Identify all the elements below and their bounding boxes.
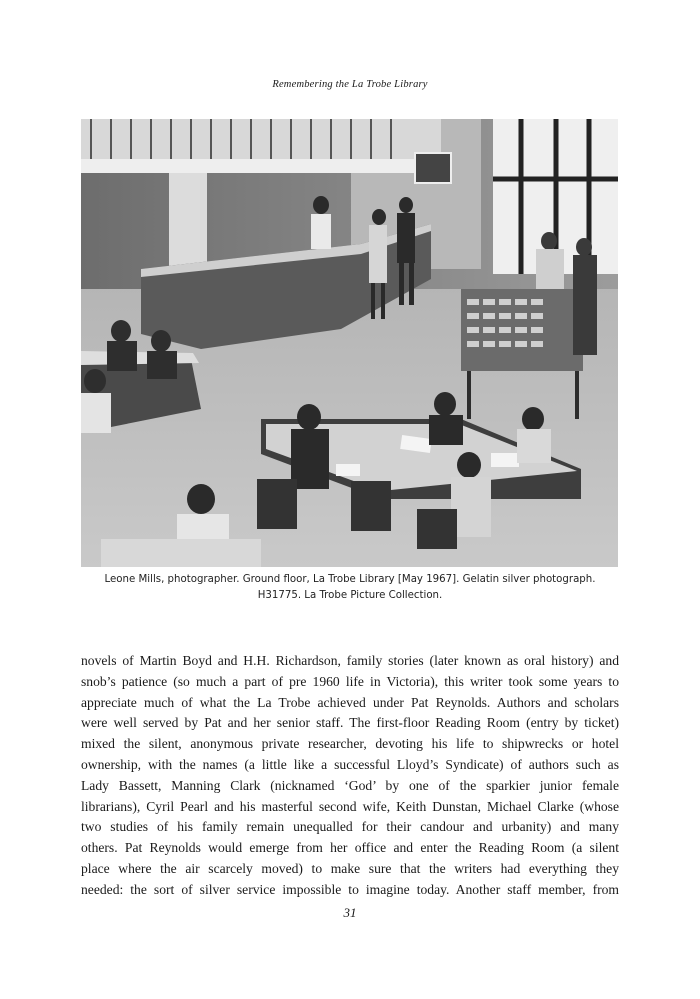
library-photograph [81, 119, 618, 567]
page-number: 31 [343, 905, 357, 920]
caption-line-2: H31775. La Trobe Picture Collection. [257, 590, 443, 601]
caption-line-1: Leone Mills, photographer. Ground floor, La Trobe Library [May 1967]. Gelatin silver photograph. [104, 574, 596, 585]
body-line: snob’s patience (so much a part of pre 1960 life in Victoria), this writer took some years to [81, 673, 619, 689]
running-head: Remembering the La Trobe Library [272, 79, 428, 90]
body-line: needed: the sort of silver service impossible to imagine today. Another staff member, from [81, 881, 619, 897]
body-line: librarians), Cyril Pearl and his masterful second wife, Keith Dunstan, Michael Clarke (whose [81, 798, 619, 814]
body-line: appreciate much of what the La Trobe achieved under Pat Reynolds. Authors and scholars [81, 694, 619, 710]
body-line: others. Pat Reynolds would emerge from her office and enter the Reading Room (a silent [81, 840, 619, 856]
body-line: were well served by Pat and her senior staff. The first-floor Reading Room (entry by ticket) [81, 715, 619, 731]
photograph-library-reading-room-icon [81, 119, 618, 567]
photo-caption [60, 572, 640, 604]
body-line: mixed the silent, anonymous private researcher, devoting his life to shipwrecks or hotel [81, 736, 619, 752]
body-line: two studies of his family remain unequalled for their candour and urbanity) and many [81, 819, 619, 835]
body-text [81, 651, 619, 901]
body-line: Lady Bassett, Manning Clark (nicknamed ‘God’ by one of the sparkier junior female [81, 777, 619, 793]
body-line: ownership, with the names (a little like a successful Lloyd’s Syndicate) of authors such as [81, 756, 619, 772]
body-line: novels of Martin Boyd and H.H. Richardson, family stories (later known as oral history) and [81, 653, 619, 668]
body-line: place where the air scarcely moved) to make sure that the writers had everything they [81, 860, 619, 876]
